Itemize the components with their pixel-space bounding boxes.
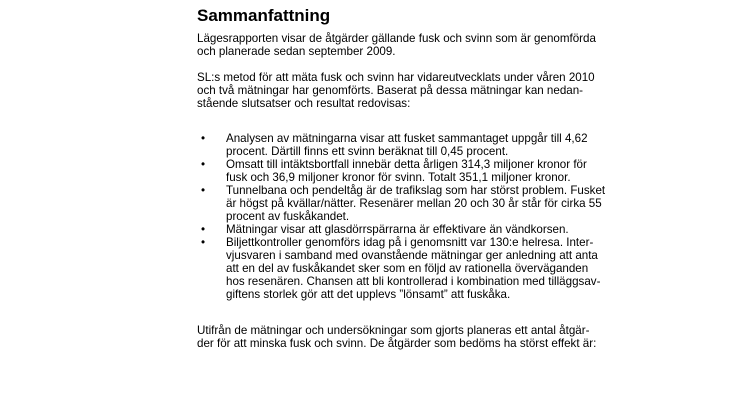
section-heading: Sammanfattning xyxy=(197,6,331,25)
list-item xyxy=(197,236,697,301)
text-line: och planerade sedan september 2009. xyxy=(197,45,396,58)
text-line: Analysen av mätningarna visar att fusket sammantaget uppgår till 4,62 xyxy=(226,132,588,145)
text-line: är högst på kvällar/nätter. Resenärer mellan 20 och 30 år står för cirka 55 xyxy=(226,197,602,210)
text-line: der för att minska fusk och svinn. De åtgärder som bedöms ha störst effekt är: xyxy=(197,337,597,350)
text-line: att en del av fuskåkandet sker som en följd av rationella överväganden xyxy=(226,262,589,275)
list-item xyxy=(197,132,697,158)
bullet-icon: • xyxy=(201,223,206,236)
text-line: SL:s metod för att mäta fusk och svinn har vidareutvecklats under våren 2010 xyxy=(197,71,595,84)
document-page xyxy=(197,6,697,350)
text-line: Omsatt till intäktsbortfall innebär detta årligen 314,3 miljoner kronor för xyxy=(226,158,587,171)
text-line: stående slutsatser och resultat redovisas: xyxy=(197,97,411,110)
text-line: Lägesrapporten visar de åtgärder gällande fusk och svinn som är genomförda xyxy=(197,32,596,45)
bullet-icon: • xyxy=(201,132,206,145)
findings-list xyxy=(197,132,697,301)
text-line: procent av fuskåkandet. xyxy=(226,210,350,223)
closing-paragraph xyxy=(197,324,697,350)
list-item xyxy=(197,223,697,236)
text-line: och två mätningar har genomförts. Baserat på dessa mätningar kan nedan- xyxy=(197,84,584,97)
method-paragraph xyxy=(197,71,697,110)
text-line: giftens storlek gör att det upplevs ”lönsamt” att fuskåka. xyxy=(226,288,511,301)
text-line: procent. Därtill finns ett svinn beräknat till 0,45 procent. xyxy=(226,145,509,158)
bullet-icon: • xyxy=(201,184,206,197)
list-item xyxy=(197,184,697,223)
text-line: vjusvaren i samband med ovanstående mätningar ger anledning att anta xyxy=(226,249,598,262)
text-line: Mätningar visar att glasdörrspärrarna är effektivare än vändkorsen. xyxy=(226,223,569,236)
text-line: Utifrån de mätningar och undersökningar som gjorts planeras ett antal åtgär- xyxy=(197,324,590,337)
bullet-icon: • xyxy=(201,236,206,249)
text-line: fusk och 36,9 miljoner kronor för svinn. Totalt 351,1 miljoner kronor. xyxy=(226,171,571,184)
intro-paragraph xyxy=(197,32,697,58)
text-line: hos resenären. Chansen att bli kontrollerad i kombination med tilläggsav- xyxy=(226,275,601,288)
text-line: Tunnelbana och pendeltåg är de trafikslag som har störst problem. Fusket xyxy=(226,184,606,197)
list-item xyxy=(197,158,697,184)
bullet-icon: • xyxy=(201,158,206,171)
text-line: Biljettkontroller genomförs idag på i genomsnitt var 130:e helresa. Inter- xyxy=(226,236,594,249)
